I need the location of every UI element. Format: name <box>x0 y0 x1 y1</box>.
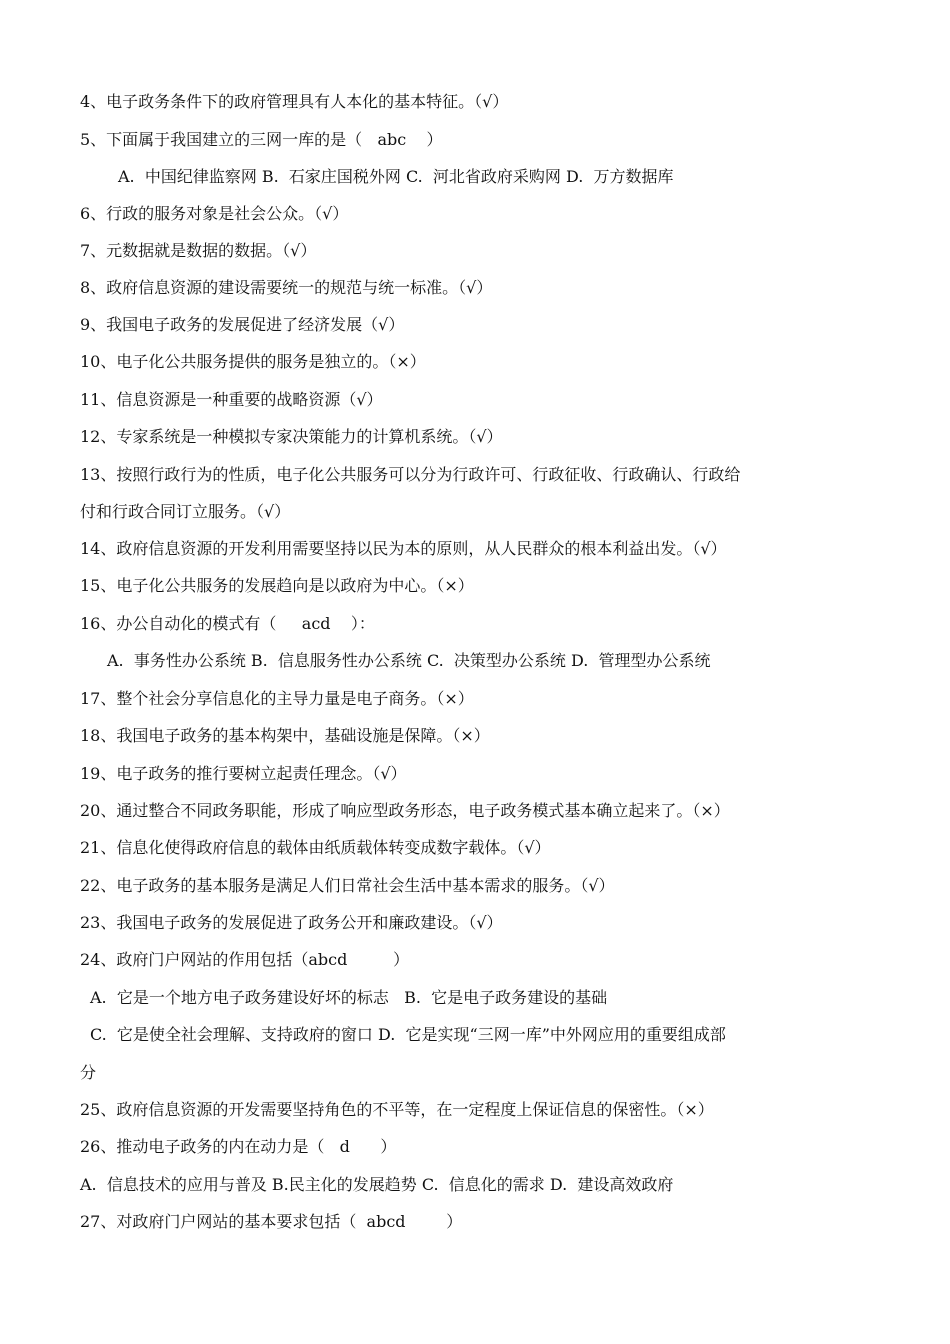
question-10: 10、电子化公共服务提供的服务是独立的。（×） <box>80 352 426 371</box>
question-23: 23、我国电子政务的发展促进了政务公开和廉政建设。（√） <box>80 913 503 932</box>
question-15: 15、电子化公共服务的发展趋向是以政府为中心。（×） <box>80 576 474 595</box>
question-8: 8、政府信息资源的建设需要统一的规范与统一标准。（√） <box>80 278 493 297</box>
question-17: 17、整个社会分享信息化的主导力量是电子商务。（×） <box>80 689 474 708</box>
question-24-options-continued: 分 <box>80 1063 97 1082</box>
question-22: 22、电子政务的基本服务是满足人们日常社会生活中基本需求的服务。（√） <box>80 876 615 895</box>
question-19: 19、电子政务的推行要树立起责任理念。（√） <box>80 764 407 783</box>
question-24-options-cd: C. 它是使全社会理解、支持政府的窗口 D. 它是实现“三网一库”中外网应用的重要组成部 <box>90 1025 726 1044</box>
question-26: 26、推动电子政务的内在动力是（ d ） <box>80 1137 397 1156</box>
question-12: 12、专家系统是一种模拟专家决策能力的计算机系统。（√） <box>80 427 503 446</box>
question-26-options: A. 信息技术的应用与普及 B.民主化的发展趋势 C. 信息化的需求 D. 建设高效政府 <box>80 1175 674 1194</box>
question-16-options: A. 事务性办公系统 B. 信息服务性办公系统 C. 决策型办公系统 D. 管理型办公系统 <box>107 651 711 670</box>
question-24-options-ab: A. 它是一个地方电子政务建设好坏的标志 B. 它是电子政务建设的基础 <box>90 988 608 1007</box>
question-7: 7、元数据就是数据的数据。（√） <box>80 241 317 260</box>
question-5: 5、下面属于我国建立的三网一库的是（ abc ） <box>80 130 443 149</box>
question-27: 27、对政府门户网站的基本要求包括（ abcd ） <box>80 1212 463 1231</box>
question-4: 4、电子政务条件下的政府管理具有人本化的基本特征。（√） <box>80 92 509 111</box>
question-6: 6、行政的服务对象是社会公众。（√） <box>80 204 349 223</box>
question-16: 16、办公自动化的模式有（ acd ）： <box>80 614 375 633</box>
question-11: 11、信息资源是一种重要的战略资源（√） <box>80 390 383 409</box>
question-5-options: A. 中国纪律监察网 B. 石家庄国税外网 C. 河北省政府采购网 D. 万方数据库 <box>118 167 674 186</box>
question-13-continued: 付和行政合同订立服务。（√） <box>80 502 291 521</box>
question-20: 20、通过整合不同政务职能，形成了响应型政务形态，电子政务模式基本确立起来了。（×） <box>80 801 730 820</box>
question-13: 13、按照行政行为的性质，电子化公共服务可以分为行政许可、行政征收、行政确认、行政给 <box>80 465 741 484</box>
question-14: 14、政府信息资源的开发利用需要坚持以民为本的原则，从人民群众的根本利益出发。（√） <box>80 539 727 558</box>
question-9: 9、我国电子政务的发展促进了经济发展（√） <box>80 315 405 334</box>
question-21: 21、信息化使得政府信息的载体由纸质载体转变成数字载体。（√） <box>80 838 551 857</box>
question-24: 24、政府门户网站的作用包括（abcd ） <box>80 950 410 969</box>
question-18: 18、我国电子政务的基本构架中，基础设施是保障。（×） <box>80 726 490 745</box>
question-25: 25、政府信息资源的开发需要坚持角色的不平等，在一定程度上保证信息的保密性。（×） <box>80 1100 714 1119</box>
